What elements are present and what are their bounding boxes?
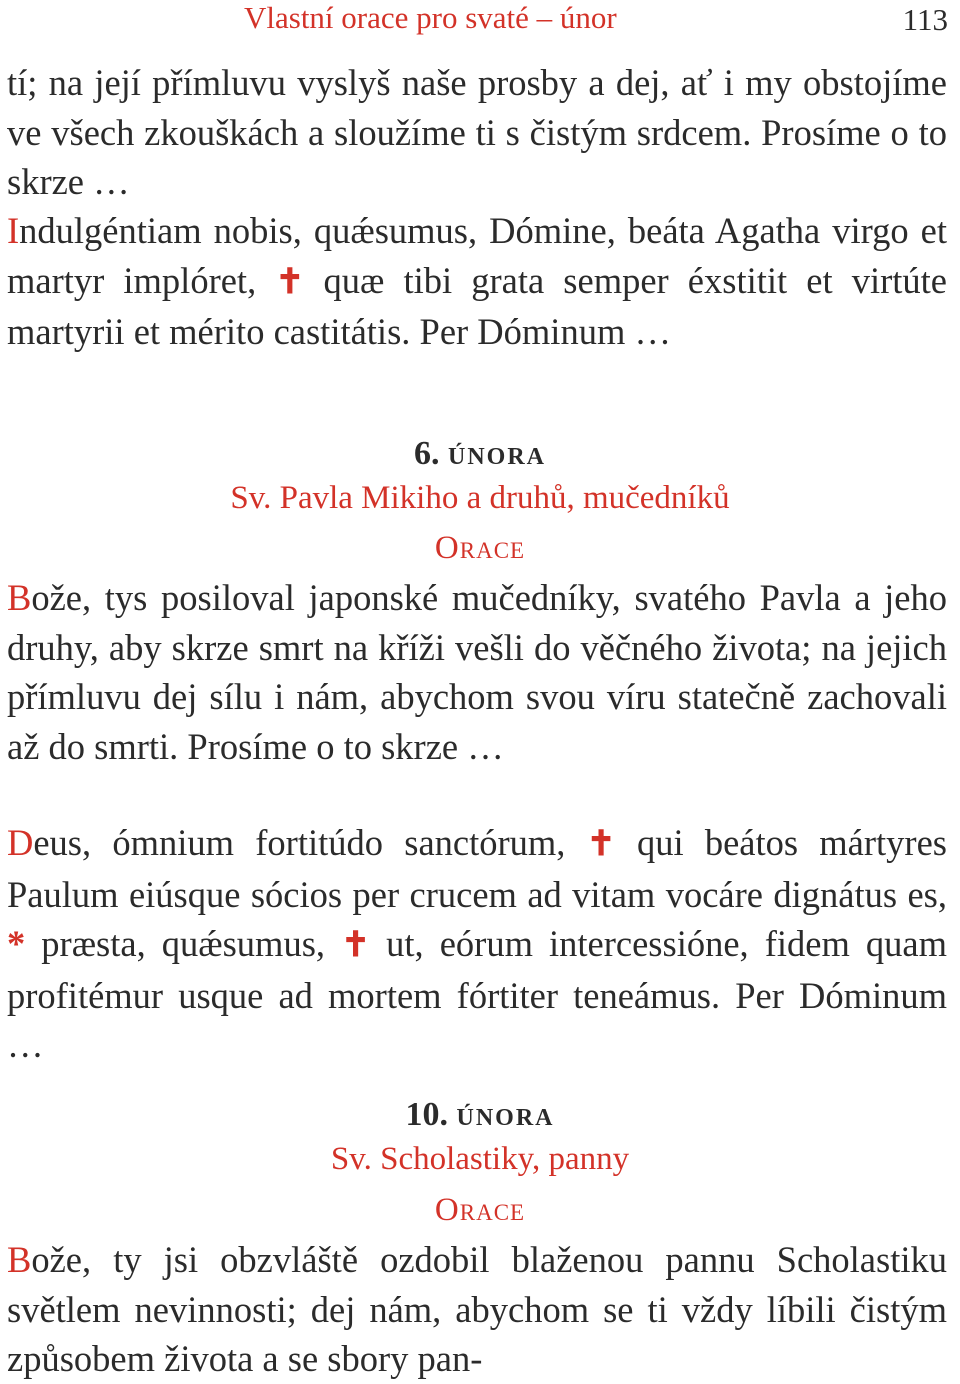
page-number: 113 [902,2,948,37]
cross-mark-icon: ✝ [275,262,305,301]
prayer-text: ndulgéntiam nobis, quǽsumus, Dómine, beáta Agatha virgo et martyr implóret, [7,210,947,301]
feast-date [0,1095,960,1135]
red-initial: B [7,577,32,618]
date-number: 10. [405,1096,448,1133]
prayer-text: eus, ómnium fortitúdo sanctórum, [33,822,587,863]
collect-czech-scholastica [7,1235,947,1384]
section-heading: Orace [434,1192,526,1228]
page-header [0,0,960,40]
red-initial: I [7,210,20,251]
asterisk-mark-icon: * [7,923,26,964]
prayer-text: quæ tibi grata semper éxstitit et virtúte martyrii et mérito castitátis. Per Dóminum … [7,259,948,352]
prayer-text: ože, ty jsi obzvláště ozdobil blaženou pannu Scholastiku světlem nevinnosti; dej nám, abychom se ti vždy líbili čistým způsobem života a se sbory pan- [7,1239,947,1379]
red-initial: D [7,822,34,863]
prayer-text: tí; na její přímluvu vyslyš naše prosby a dej, ať i my obstojíme ve všech zkouškách a sloužíme ti s čistým srdcem. Prosíme o to skrze … [7,62,947,202]
running-title: Vlastní orace pro svaté – únor [244,0,617,35]
collect-czech-paul-miki [7,573,947,771]
continued-prayer-czech [7,58,947,207]
prayer-text: qui beátos mártyres Paulum eiúsque sócios per crucem ad vitam vocáre dignátus es, [7,822,947,915]
date-month: února [456,1096,555,1133]
date-number: 6. [414,435,440,472]
cross-mark-icon: ✝ [586,825,616,863]
feast-date [0,434,960,474]
red-initial: B [7,1239,32,1280]
prayer-text: ut, eórum intercessióne, fidem quam profitémur usque ad mortem fórtiter teneámus. Per Dóminum … [7,923,947,1065]
saint-title: Sv. Pavla Mikiho a druhů, mučedníků [230,480,730,516]
section-heading: Orace [434,530,526,566]
saint-title: Sv. Scholastiky, panny [330,1141,630,1177]
collect-latin-agatha [7,206,947,357]
date-month: února [448,435,546,472]
collect-latin-paul-miki [7,818,947,1070]
prayer-text: ože, tys posiloval japonské mučedníky, svatého Pavla a jeho druhy, aby skrze smrt na kříži vešli do věčného života; na jejich přímluvu dej sílu i nám, abychom svou víru statečně zachovali až do smrti. Prosíme o to skrze … [7,577,947,767]
cross-mark-icon: ✝ [341,926,371,964]
prayer-text: præsta, quǽsumus, [25,923,342,964]
